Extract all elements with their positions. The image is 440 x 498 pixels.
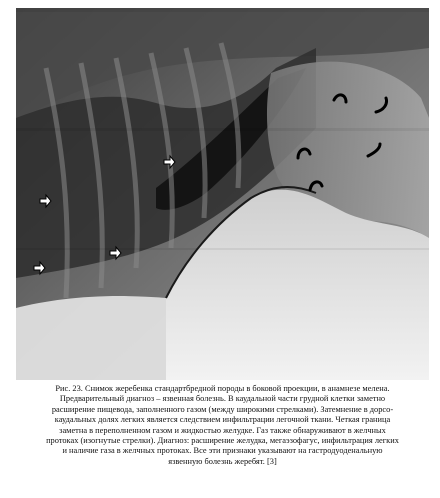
caption-line-4: каудальных долях легких является следствием инфильтрации легочной ткани. Четкая граница xyxy=(54,415,391,425)
caption-line-1: Рис. 23. Снимок жеребенка стандартбредной породы в боковой проекции, в анамнезе мелена. xyxy=(55,384,390,393)
figure-caption xyxy=(16,384,429,467)
caption-line-7: и наличие газа в желчных протоках. Все эти признаки указывают на гастродуоденальную xyxy=(62,446,383,456)
caption-line-8: язвенную болезнь жеребят. [3] xyxy=(168,456,277,466)
caption-line-2: Предварительный диагноз – язвенная болезнь. В каудальной части грудной клетки заметно xyxy=(59,394,386,404)
xray-image xyxy=(16,8,429,380)
ventral-thorax xyxy=(16,296,166,380)
caption-line-5: заметна в переполненном газом и жидкостью желудке. Газ также обнаруживают в желчных xyxy=(59,425,386,435)
caption-line-3: расширение пищевода, заполненного газом (между широкими стрелками). Затемнение в дорсо- xyxy=(51,404,394,414)
caption-line-6: протоках (изогнутые стрелки). Диагноз: расширение желудка, мегаэзофагус, инфильтрация легких xyxy=(46,436,399,446)
